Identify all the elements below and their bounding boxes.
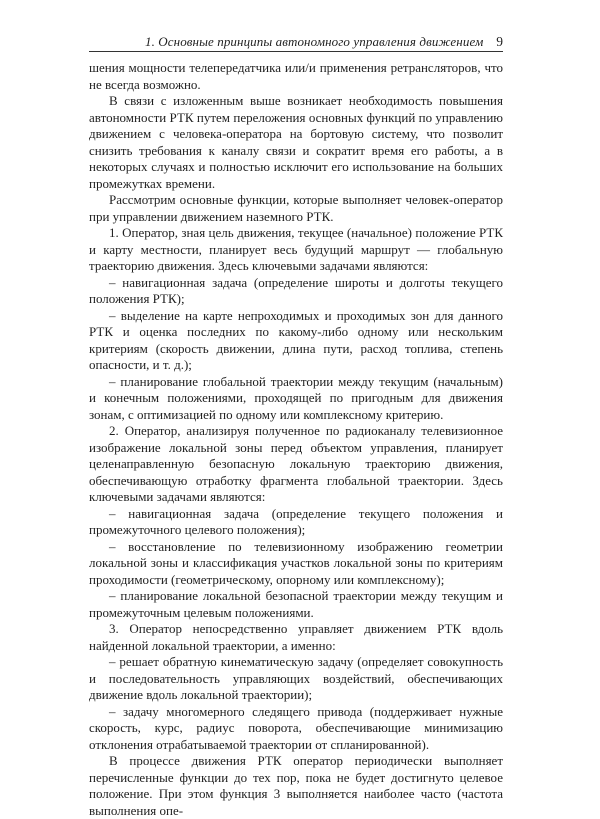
paragraph: В связи с изложенным выше возникает необходимость повышения автономности РТК путем переложения основных функций по управлению движением с человека-оператора на бортовую систему, что позволит снизить требования к каналу связи и сократит время его работы, а в некоторых случаях и полностью исключит его использование на больших промежутках времени. bbox=[89, 93, 503, 191]
running-header-title: 1. Основные принципы автономного управления движением bbox=[145, 34, 484, 49]
list-item: – навигационная задача (определение широты и долготы текущего положения РТК); bbox=[89, 274, 503, 306]
paragraph: 1. Оператор, зная цель движения, текущее (начальное) положение РТК и карту местности, планирует весь будущий маршрут — глобальную траекторию движения. Здесь ключевыми задачами являются: bbox=[89, 225, 503, 273]
paragraph: Рассмотрим основные функции, которые выполняет человек-оператор при управлении движением наземного РТК. bbox=[89, 192, 503, 224]
paragraph: 3. Оператор непосредственно управляет движением РТК вдоль найденной локальной траектории, а именно: bbox=[89, 621, 503, 653]
paragraph: В процессе движения РТК оператор периодически выполняет перечисленные функции до тех пор, пока не будет достигнуто целевое положение. При этом функция 3 выполняется наиболее часто (частота выполнения опе- bbox=[89, 753, 503, 818]
list-item: – восстановление по телевизионному изображению геометрии локальной зоны и классификация участков локальной зоны по критериям проходимости (геометрическому, опорному или комплексному); bbox=[89, 538, 503, 587]
page-number: 9 bbox=[496, 34, 503, 49]
list-item: – планирование глобальной траектории между текущим (начальным) и конечным положениями, проходящей по пригодным для движения зонам, с оптимизацией по одному или комплексному критерию. bbox=[89, 373, 503, 422]
list-item: – решает обратную кинематическую задачу (определяет совокупность и последовательность управляющих воздействий, обеспечивающих движение вдоль локальной траектории); bbox=[89, 654, 503, 702]
header-rule bbox=[89, 51, 503, 52]
list-item: – задачу многомерного следящего привода (поддерживает нужные скорость, курс, радиус поворота, обеспечивающие минимизацию отклонения отрабатываемой траектории от спланированной). bbox=[89, 703, 503, 752]
body-text bbox=[89, 60, 503, 819]
list-item: – выделение на карте непроходимых и проходимых зон для данного РТК и оценка последних по какому-либо одному или нескольким критериям (скорость движении, длина пути, расход топлива, степень опасности, и т. д.); bbox=[89, 307, 503, 372]
running-header bbox=[89, 30, 503, 54]
list-item: – планирование локальной безопасной траектории между текущим и промежуточным целевым положениями. bbox=[89, 588, 503, 620]
paragraph: шения мощности телепередатчика или/и применения ретрансляторов, что не всегда возможно. bbox=[89, 60, 503, 92]
paragraph: 2. Оператор, анализируя полученное по радиоканалу телевизионное изображение локальной зоны перед объектом управления, планирует целенаправленную безопасную локальную траекторию движения, обеспечивающую отработку фрагмента глобальной траектории. Здесь ключевыми задачами являются: bbox=[89, 423, 503, 504]
list-item: – навигационная задача (определение текущего положения и промежуточного целевого положения); bbox=[89, 505, 503, 537]
